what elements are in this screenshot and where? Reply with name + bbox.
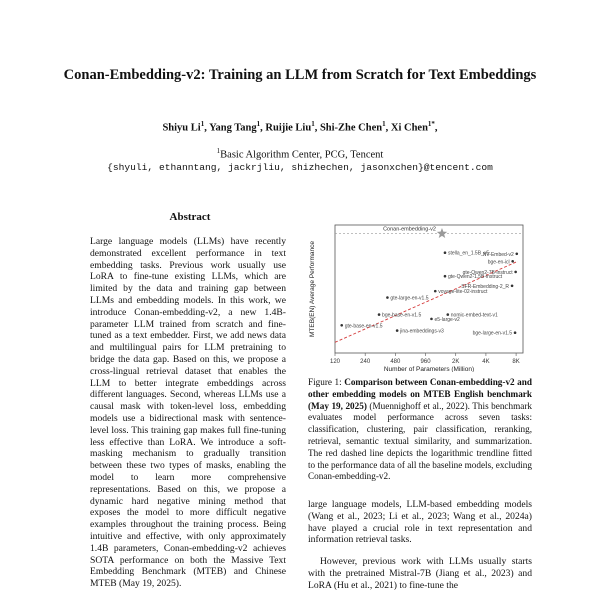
- data-point: [446, 313, 449, 316]
- body-paragraph-2: However, previous work with LLMs usually starts with the pretrained Mistral-7B (Jiang et al., 2023) and LoRA (Hu et al., 2021) to fine-tune the: [308, 556, 532, 591]
- data-point: [511, 260, 514, 263]
- x-tick-label: 240: [360, 359, 371, 365]
- data-point: [511, 285, 514, 288]
- author-name: Yang Tang: [209, 122, 257, 134]
- author-affiliation-mark: 1: [311, 120, 315, 128]
- data-point-label: nomic-embed-text-v1: [450, 312, 498, 319]
- data-point-label: gte-Qwen2-1.5B-instruct: [447, 274, 503, 281]
- author-affiliation-mark: 1*: [427, 120, 435, 128]
- data-point-label: jina-embeddings-v3: [400, 328, 444, 335]
- caption-text: (Muennighoff et al., 2022). This benchmark evaluates model performance across seven tasks: classification, clustering, pair classification, reranking, retrieval, semantic textual similarity, and summarization. The red dashed line depicts the logarithmic trendline fitted to the performance data of all the baseline models, excluding Conan-embedding-v2.: [308, 400, 532, 482]
- highlight-label: Conan-embedding-v2: [383, 226, 436, 233]
- y-axis-label: MTEB(EN) Average Performance: [309, 241, 316, 337]
- x-tick-label: 960: [420, 359, 431, 365]
- x-tick-label: 8K: [512, 359, 520, 365]
- data-point-label: SFR-Embedding-2_R: [461, 283, 510, 290]
- data-point: [515, 253, 518, 256]
- author-name: Shi-Zhe Chen: [319, 122, 383, 134]
- affiliation-mark: 1: [216, 147, 221, 155]
- data-point: [444, 251, 447, 254]
- author-affiliation-mark: 1: [382, 120, 386, 128]
- author-name: Ruijie Liu: [265, 122, 312, 134]
- abstract-heading: Abstract: [169, 211, 211, 223]
- x-tick-label: 4K: [482, 359, 490, 365]
- author-list: Shiyu Li$^1$, Yang Tang$^1$, Ruijie Liu$^1$, Shi-Zhe Chen$^1$, Xi Chen$^{1*}$,: [162, 120, 438, 134]
- figure-1: [305, 217, 530, 372]
- data-point-label: bge-large-en-v1.5: [472, 330, 513, 337]
- x-tick-label: 120: [329, 359, 341, 365]
- data-point: [444, 275, 447, 278]
- data-point: [430, 318, 433, 321]
- x-tick-label: 480: [390, 359, 401, 365]
- data-point-label: voyage-lite-02-instruct: [438, 289, 488, 296]
- caption-bold: Comparison between Conan-embedding-v2 and other embedding models on MTEB English benchmark (May 19, 2025): [308, 377, 532, 411]
- data-point-label: NV-Embed-v2: [482, 251, 514, 258]
- data-point-label: stella_en_1.5B_v5: [447, 250, 490, 257]
- data-point: [396, 329, 399, 332]
- x-axis-label: Number of Parameters (Million): [383, 366, 475, 372]
- data-point-label: gte-base-en-v1.5: [344, 323, 383, 330]
- data-point: [378, 313, 381, 316]
- author-name: Xi Chen: [390, 122, 428, 134]
- author-name: Shiyu Li: [162, 122, 201, 134]
- affiliation-text: Basic Algorithm Center, PCG, Tencent: [220, 149, 384, 161]
- data-point: [434, 290, 437, 293]
- data-point-label: gte-large-en-v1.5: [390, 295, 429, 302]
- highlight-star-point: [437, 228, 447, 238]
- data-point-label: bge-base-en-v1.5: [382, 312, 422, 319]
- data-point: [514, 271, 517, 274]
- body-paragraph-2-wrap: [308, 556, 532, 591]
- body-paragraph-1: large language models, LLM-based embedding models (Wang et al., 2023; Li et al., 2023; Wang et al., 2024a) have played a crucial role in text representation and information retrieval tasks.: [308, 499, 532, 546]
- author-affiliation-mark: 1: [256, 120, 261, 128]
- x-tick-label: 2K: [452, 359, 460, 365]
- data-point: [386, 296, 389, 299]
- author-affiliation-mark: 1: [200, 120, 205, 128]
- data-point: [340, 324, 343, 327]
- data-point: [514, 331, 517, 334]
- figure-caption: [308, 377, 532, 483]
- caption-label: Figure 1:: [308, 377, 342, 387]
- abstract-text: Large language models (LLMs) have recently demonstrated excellent performance in text embedding tasks. Previous work usually use LoRA to fine-tune existing LLMs, which are limited by the data and training gap between LLMs and embedding models. In this work, we introduce Conan-embedding-v2, a new 1.4B-parameter LLM trained from scratch and fine-tuned as a text embedder. First, we add news data and multilingual pairs for LLM pretraining to bridge the data gap. Based on this, we propose a cross-lingual retrieval dataset that enables the LLM to better integrate embeddings across different languages. Second, whereas LLMs use a causal mask with token-level loss, embedding models use a bidirectional mask with sentence-level loss. This training gap makes full fine-tuning less effective than LoRA. We introduce a soft-masking mechanism to gradually transition between these two types of masks, enabling the model to learn more comprehensive representations. Based on this, we propose a dynamic hard negative mining method that exposes the model to more difficult negative examples throughout the training process. Being intuitive and effective, with only approximately 1.4B parameters, Conan-embedding-v2 achieves SOTA performance on both the Massive Text Embedding Benchmark (MTEB) and Chinese MTEB (May 19, 2025).: [90, 236, 286, 590]
- data-point-label: e5-large-v2: [434, 316, 460, 323]
- affiliation: [60, 147, 540, 161]
- scatter-chart: [305, 217, 530, 372]
- author-emails: {shyuli, ethanntang, jackrjliu, shizhechen, jasonxchen}@tencent.com: [107, 162, 493, 173]
- paper-title: Conan-Embedding-v2: Training an LLM from Scratch for Text Embeddings: [63, 67, 537, 83]
- data-point-label: gte-Qwen2-7B-instruct: [462, 269, 513, 276]
- data-point-label: bge-en-icl: [487, 259, 510, 266]
